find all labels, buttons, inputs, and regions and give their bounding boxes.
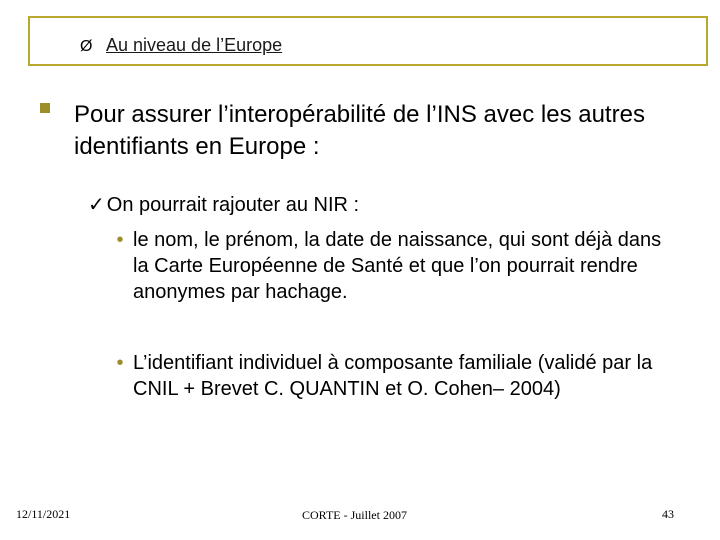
dot-bullet-icon: • xyxy=(116,229,124,251)
title-frame-top-line xyxy=(28,16,708,18)
checkmark-icon: ✓ xyxy=(88,192,105,216)
square-bullet-icon xyxy=(40,103,50,113)
check-item-text: On pourrait rajouter au NIR : xyxy=(106,194,360,216)
title-frame-left-line xyxy=(28,16,30,66)
footer-event: CORTE - Juillet 2007 xyxy=(302,508,407,522)
slide-title xyxy=(80,34,282,58)
dot-bullet-icon: • xyxy=(116,352,124,374)
page-number: 43 xyxy=(662,507,674,521)
title-frame-bottom-line xyxy=(28,64,708,66)
title-text: Au niveau de l’Europe xyxy=(106,35,283,55)
main-bullet-text: Pour assurer l’interopérabilité de l’INS avec les autres identifiants en Europe : xyxy=(74,101,645,160)
sub-bullet-text: L’identifiant individuel à composante familiale (validé par la CNIL + Brevet C. QUANTIN et O. Cohen– 2004) xyxy=(133,352,653,400)
check-item xyxy=(88,191,359,218)
arrow-bullet-icon: Ø xyxy=(80,38,93,55)
footer-date: 12/11/2021 xyxy=(16,507,71,521)
sub-bullet-text: le nom, le prénom, la date de naissance, qui sont déjà dans la Carte Européenne de Santé et que l’on pourrait rendre anonymes par hachage. xyxy=(133,229,662,303)
title-frame-right-line xyxy=(706,16,708,66)
